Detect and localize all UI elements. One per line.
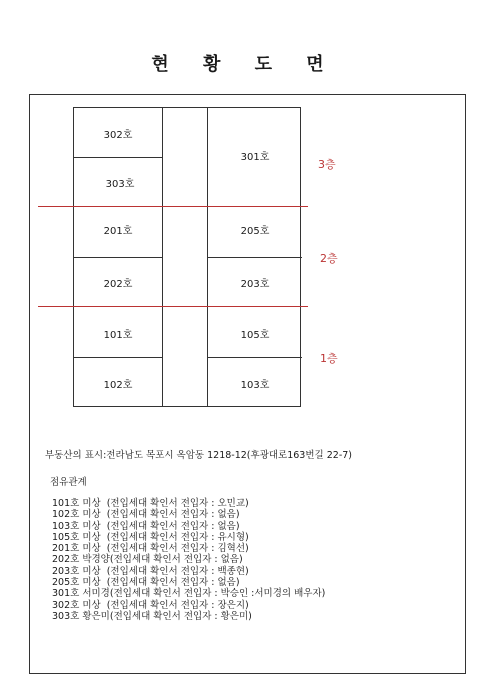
unit-205: 205호: [240, 226, 270, 237]
unit-303: 303호: [105, 179, 135, 190]
list-item: 203호 미상 (전입세대 확인서 전입자 : 백종현): [52, 565, 249, 577]
floor-label-1: 1층: [320, 352, 338, 365]
unit-203: 203호: [240, 279, 270, 290]
unit-202: 202호: [103, 279, 133, 290]
divider: [74, 157, 162, 158]
page-title: 현 황 도 면: [151, 54, 338, 75]
floor-separator-2-1: [38, 306, 308, 307]
list-item: 302호 미상 (전입세대 확인서 전입자 : 장은지): [52, 599, 249, 611]
unit-301: 301호: [240, 152, 270, 163]
list-item: 301호 서미경(전입세대 확인서 전입자 : 박승인 :서미경의 배우자): [52, 588, 326, 600]
property-address: 부동산의 표시:전라남도 목포시 옥암동 1218-12(후광대로163번길 22-7): [45, 450, 352, 461]
divider: [207, 257, 302, 258]
unit-102: 102호: [103, 380, 133, 391]
unit-103: 103호: [240, 380, 270, 391]
list-item: 303호 황은미(전입세대 확인서 전입자 : 황은미): [52, 610, 252, 622]
corridor-left-wall: [162, 108, 163, 406]
floor-plan-grid: [73, 107, 301, 407]
unit-302: 302호: [103, 130, 133, 141]
list-item: 202호 박경양(전입세대 확인서 전입자 : 없음): [52, 554, 243, 566]
floor-label-3: 3층: [318, 158, 336, 171]
list-item: 105호 미상 (전입세대 확인서 전입자 : 유시형): [52, 531, 249, 543]
unit-105: 105호: [240, 330, 270, 341]
divider: [74, 257, 162, 258]
list-item: 101호 미상 (전입세대 확인서 전입자 : 오민교): [52, 498, 249, 509]
unit-201: 201호: [103, 226, 133, 237]
list-item: 205호 미상 (전입세대 확인서 전입자 : 없음): [52, 577, 240, 589]
occupancy-list: [52, 498, 325, 622]
floor-separator-3-2: [38, 206, 308, 207]
list-item: 103호 미상 (전입세대 확인서 전입자 : 없음): [52, 520, 240, 532]
unit-101: 101호: [103, 330, 133, 341]
divider: [207, 357, 302, 358]
divider: [74, 357, 162, 358]
occupancy-heading: 점유관계: [50, 477, 87, 488]
list-item: 201호 미상 (전입세대 확인서 전입자 : 김혁선): [52, 543, 249, 555]
list-item: 102호 미상 (전입세대 확인서 전입자 : 없음): [52, 509, 240, 521]
floor-label-2: 2층: [320, 252, 338, 265]
